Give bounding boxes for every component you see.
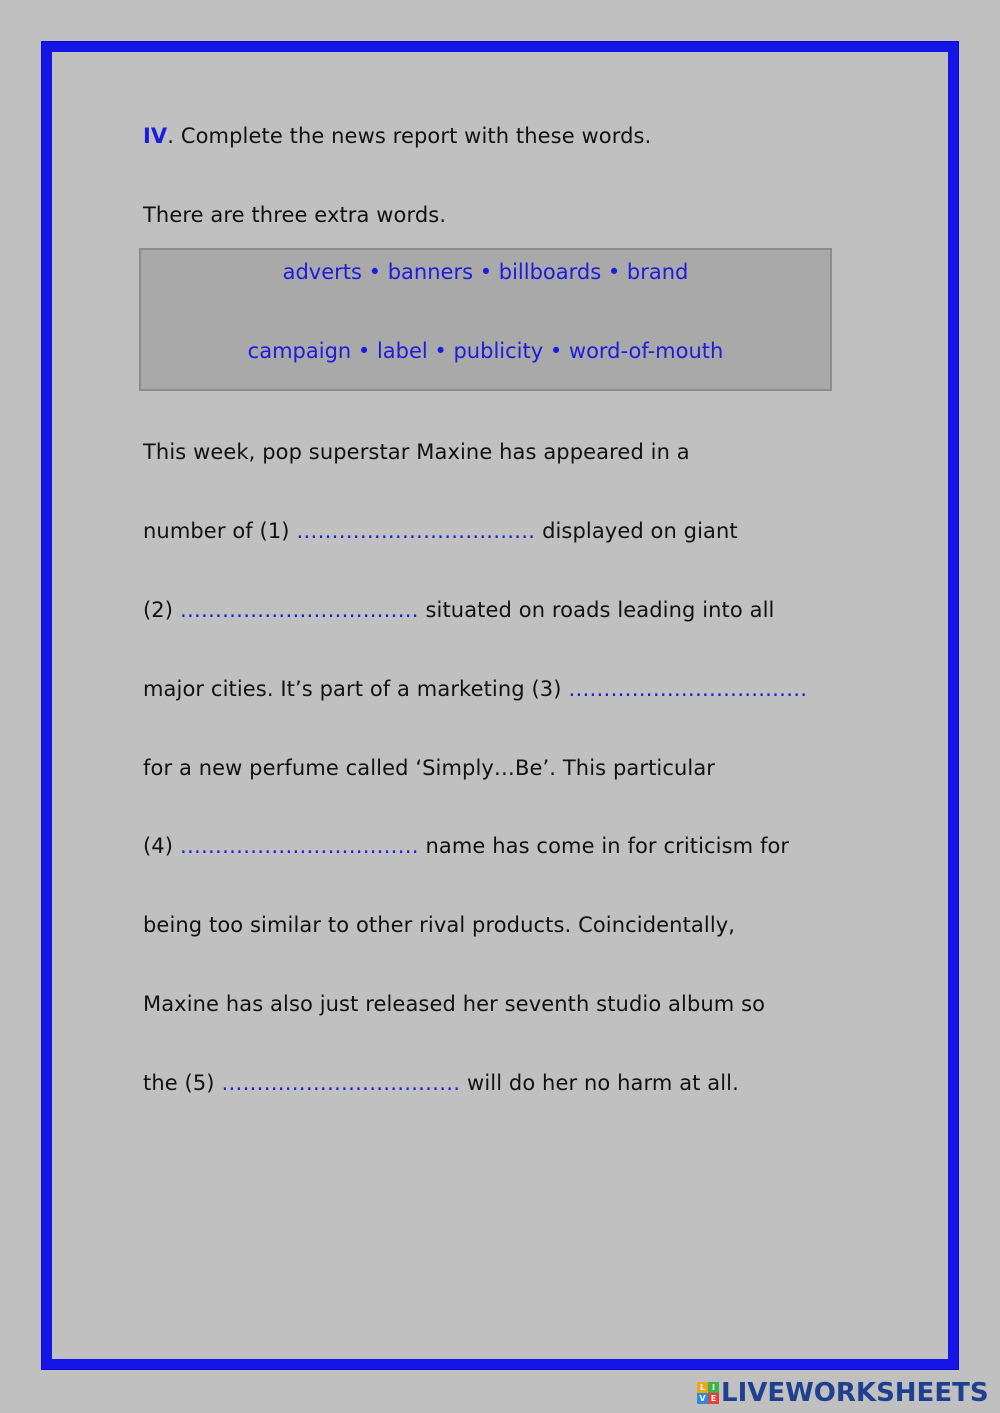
answer-blank-2[interactable]: ……………………….……	[179, 598, 419, 622]
logo-letter-v: V	[697, 1393, 708, 1404]
report-text: number of (1)	[143, 519, 290, 543]
logo-letter-l: L	[697, 1382, 708, 1393]
report-line-3	[143, 596, 774, 624]
report-line-7: being too similar to other rival products. Coincidentally,	[143, 913, 736, 937]
word-bank-line-2: campaign • label • publicity • word-of-mouth	[247, 339, 724, 363]
exercise-heading	[143, 122, 651, 150]
report-text: (4)	[143, 834, 174, 858]
answer-blank-5[interactable]: ……………………….……	[221, 1071, 461, 1095]
exercise-instruction: . Complete the news report with these words.	[167, 124, 652, 148]
answer-blank-3[interactable]: ……………………….……	[568, 677, 808, 701]
report-line-4	[143, 675, 807, 703]
report-text: name has come in for criticism for	[425, 834, 790, 858]
logo-letter-e: E	[708, 1393, 719, 1404]
logo-letter-i: I	[708, 1382, 719, 1393]
exercise-number: IV	[143, 124, 168, 148]
page-border	[42, 42, 958, 1369]
answer-blank-1[interactable]: ……………………….……	[296, 519, 536, 543]
report-text: the (5)	[143, 1071, 215, 1095]
report-line-8: Maxine has also just released her seventh studio album so	[143, 992, 766, 1016]
extra-words-note: There are three extra words.	[143, 203, 447, 227]
liveworksheets-logo-text: LIVEWORKSHEETS	[721, 1378, 989, 1408]
word-bank-line-1: adverts • banners • billboards • brand	[282, 260, 689, 284]
liveworksheets-logo-icon	[697, 1382, 719, 1404]
report-text: will do her no harm at all.	[467, 1071, 739, 1095]
report-line-9	[143, 1069, 739, 1097]
word-bank-box	[139, 248, 832, 391]
report-text: major cities. It’s part of a marketing (3)	[143, 677, 562, 701]
answer-blank-4[interactable]: ……………………….……	[179, 834, 419, 858]
report-text: situated on roads leading into all	[425, 598, 775, 622]
report-text: displayed on giant	[542, 519, 738, 543]
report-text: (2)	[143, 598, 174, 622]
report-line-1: This week, pop superstar Maxine has appeared in a	[143, 440, 690, 464]
report-line-2	[143, 517, 738, 545]
report-line-6	[143, 832, 789, 860]
liveworksheets-logo	[697, 1378, 989, 1408]
report-line-5: for a new perfume called ‘Simply…Be’. This particular	[143, 756, 716, 780]
